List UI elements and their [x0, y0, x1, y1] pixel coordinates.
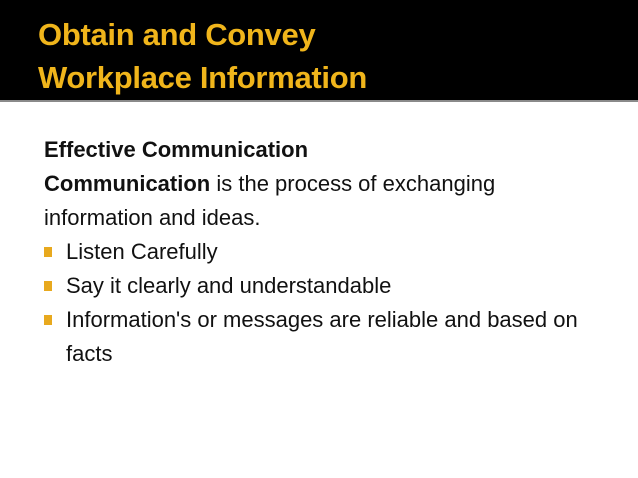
definition-text — [44, 167, 604, 235]
definition-rest: is the process of exchanging information and ideas. — [44, 171, 496, 230]
bullet-square-icon — [44, 281, 52, 291]
section-heading: Effective Communication — [44, 137, 309, 162]
title-divider — [0, 100, 638, 102]
bullet-text: Listen Carefully — [66, 239, 218, 264]
bullet-square-icon — [44, 315, 52, 325]
slide-title-line-2: Workplace Information — [38, 60, 368, 95]
bullet-text: Say it clearly and understandable — [66, 273, 392, 298]
bullet-item — [44, 269, 604, 303]
slide-body — [44, 133, 604, 371]
bullet-square-icon — [44, 247, 52, 257]
bullet-text: Information's or messages are reliable and based on facts — [66, 307, 578, 366]
bullet-item — [44, 303, 604, 371]
slide-title — [38, 13, 367, 99]
bullet-item — [44, 235, 604, 269]
definition-term: Communication — [44, 171, 211, 196]
bullet-list — [44, 235, 604, 371]
slide-title-line-1: Obtain and Convey — [38, 17, 316, 52]
